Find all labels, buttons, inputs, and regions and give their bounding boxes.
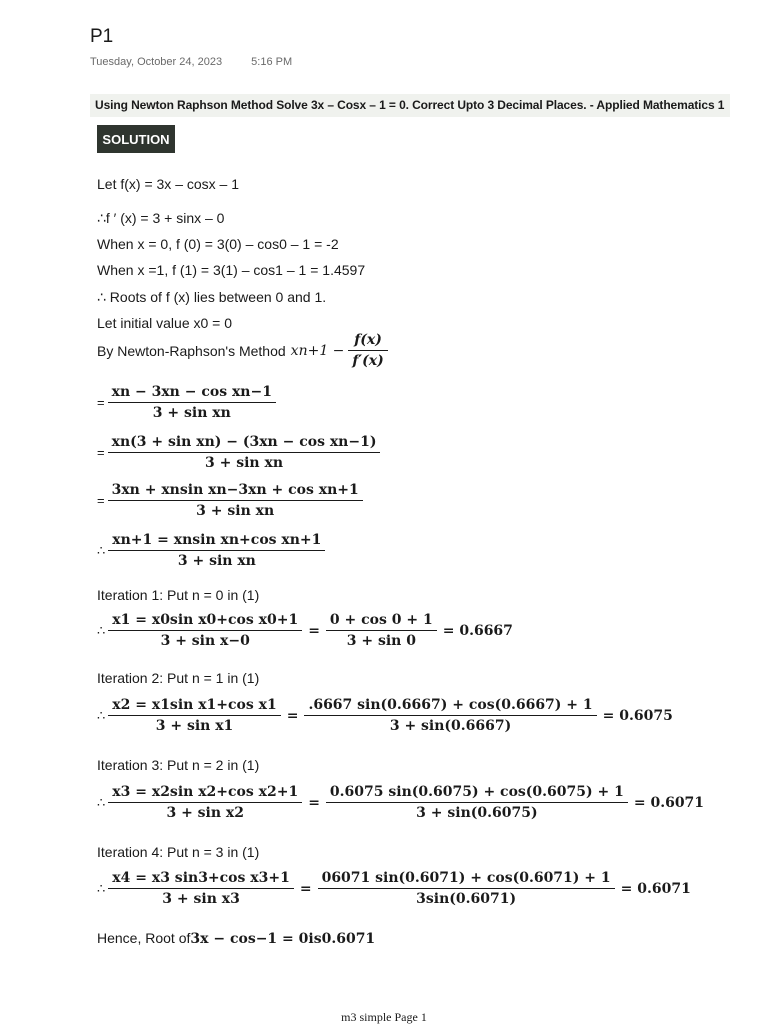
derivation-step-1 <box>97 384 276 421</box>
iteration-fraction-left <box>110 697 278 734</box>
step-lead: = <box>97 493 105 508</box>
iteration-numerator-right: .6667 sin(0.6667) + cos(0.6667) + 1 <box>308 697 593 713</box>
iteration-numerator-left: x1 = x0sin x0+cos x0+1 <box>112 612 299 628</box>
iteration-fraction-right <box>320 870 613 907</box>
conclusion-prefix: Hence, Root of <box>97 930 191 946</box>
equals-sign: = <box>286 707 299 724</box>
derivation-step-2 <box>97 434 380 471</box>
iteration-numerator-left: x2 = x1sin x1+cos x1 <box>112 697 277 713</box>
equals-sign: = <box>308 794 320 811</box>
iteration-fraction-left <box>110 612 300 649</box>
step-numerator: 3xn + xnsin xn−3xn + cos xn+1 <box>111 482 359 498</box>
step-denominator: 3 + sin xn <box>108 500 363 519</box>
iteration-numerator-right: 06071 sin(0.6071) + cos(0.6071) + 1 <box>321 870 611 886</box>
nr-fraction <box>350 332 385 369</box>
iteration-numerator-right: 0.6075 sin(0.6075) + cos(0.6075) + 1 <box>329 784 624 800</box>
solution-badge: SOLUTION <box>97 125 175 153</box>
step-numerator: xn − 3xn − cos xn−1 <box>111 384 272 400</box>
equals-sign: = <box>299 880 312 897</box>
roots-line: ∴ Roots of f (x) lies between 0 and 1. <box>97 289 327 305</box>
step-lead: = <box>97 395 105 410</box>
step-fraction <box>110 532 323 569</box>
step-fraction <box>110 384 274 421</box>
iteration-result: = 0.6071 <box>633 794 705 811</box>
step-numerator: xn+1 = xnsin xn+cos xn+1 <box>112 532 322 548</box>
step-denominator: 3 + sin xn <box>108 452 381 471</box>
iteration-numerator-left: x3 = x2sin x2+cos x2+1 <box>112 784 299 800</box>
step-fraction <box>110 482 361 519</box>
iteration-fraction-left <box>110 870 292 907</box>
let-f-line: Let f(x) = 3x – cosx – 1 <box>97 176 240 192</box>
equals-sign: = <box>308 622 320 639</box>
iteration-result: = 0.6667 <box>442 622 513 639</box>
iteration-2-equation <box>97 697 673 734</box>
step-denominator: 3 + sin xn <box>108 550 325 569</box>
iteration-denominator-left: 3 + sin x1 <box>108 715 280 734</box>
iteration-denominator-right: 3sin(0.6071) <box>318 888 615 907</box>
newton-raphson-formula <box>97 332 388 369</box>
iteration-numerator-left: x4 = x3 sin3+cos x3+1 <box>112 870 290 886</box>
nr-lhs: xn+1 − <box>290 342 345 359</box>
iteration-lead: ∴ <box>97 707 106 723</box>
iteration-fraction-right <box>306 697 594 734</box>
question-heading: Using Newton Raphson Method Solve 3x – Cosx – 1 = 0. Correct Upto 3 Decimal Places. - Applied Mathematics 1 <box>90 94 730 117</box>
iteration-1-equation <box>97 612 513 649</box>
iteration-3-label: Iteration 3: Put n = 2 in (1) <box>97 757 260 773</box>
nr-denominator: f′(x) <box>348 350 387 369</box>
derivation-step-4 <box>97 532 325 569</box>
iteration-fraction-right <box>328 784 626 821</box>
page-date-line <box>90 56 292 68</box>
nr-prefix: By Newton-Raphson's Method <box>97 342 286 359</box>
iteration-result: = 0.6071 <box>620 880 691 897</box>
iteration-denominator-right: 3 + sin(0.6075) <box>326 802 628 821</box>
step-denominator: 3 + sin xn <box>108 402 276 421</box>
iteration-1-label: Iteration 1: Put n = 0 in (1) <box>97 587 260 603</box>
conclusion-math: 3x − cos−1 = 0is0.6071 <box>190 931 376 947</box>
page-date: Tuesday, October 24, 2023 <box>90 56 223 68</box>
step-fraction <box>110 434 379 471</box>
conclusion-line <box>97 930 375 947</box>
nr-numerator: f(x) <box>354 332 382 348</box>
when-x0-line: When x = 0, f (0) = 3(0) – cos0 – 1 = -2 <box>97 236 339 252</box>
page-time: 5:16 PM <box>251 56 293 68</box>
step-lead: = <box>97 445 105 460</box>
iteration-denominator-right: 3 + sin 0 <box>326 630 437 649</box>
iteration-lead: ∴ <box>97 880 106 896</box>
iteration-result: = 0.6075 <box>602 707 673 724</box>
iteration-denominator-left: 3 + sin x−0 <box>108 630 302 649</box>
derivation-step-3 <box>97 482 363 519</box>
iteration-fraction-right <box>328 612 435 649</box>
page-footer: m3 simple Page 1 <box>341 1010 427 1024</box>
iteration-denominator-left: 3 + sin x3 <box>108 888 294 907</box>
iteration-2-label: Iteration 2: Put n = 1 in (1) <box>97 670 260 686</box>
iteration-denominator-right: 3 + sin(0.6667) <box>304 715 596 734</box>
iteration-4-equation <box>97 870 691 907</box>
iteration-fraction-left <box>110 784 300 821</box>
iteration-4-label: Iteration 4: Put n = 3 in (1) <box>97 844 260 860</box>
step-lead: ∴ <box>97 542 106 558</box>
page-title: P1 <box>90 26 114 47</box>
iteration-3-equation <box>97 784 704 821</box>
step-numerator: xn(3 + sin xn) − (3xn − cos xn−1) <box>111 434 377 450</box>
initial-value-line: Let initial value x0 = 0 <box>97 315 233 331</box>
when-x1-line: When x =1, f (1) = 3(1) – cos1 – 1 = 1.4597 <box>97 262 366 278</box>
iteration-lead: ∴ <box>97 794 106 810</box>
iteration-lead: ∴ <box>97 622 106 638</box>
iteration-numerator-right: 0 + cos 0 + 1 <box>329 612 433 628</box>
iteration-denominator-left: 3 + sin x2 <box>108 802 302 821</box>
derivative-line: ∴f ′ (x) = 3 + sinx – 0 <box>97 210 225 226</box>
